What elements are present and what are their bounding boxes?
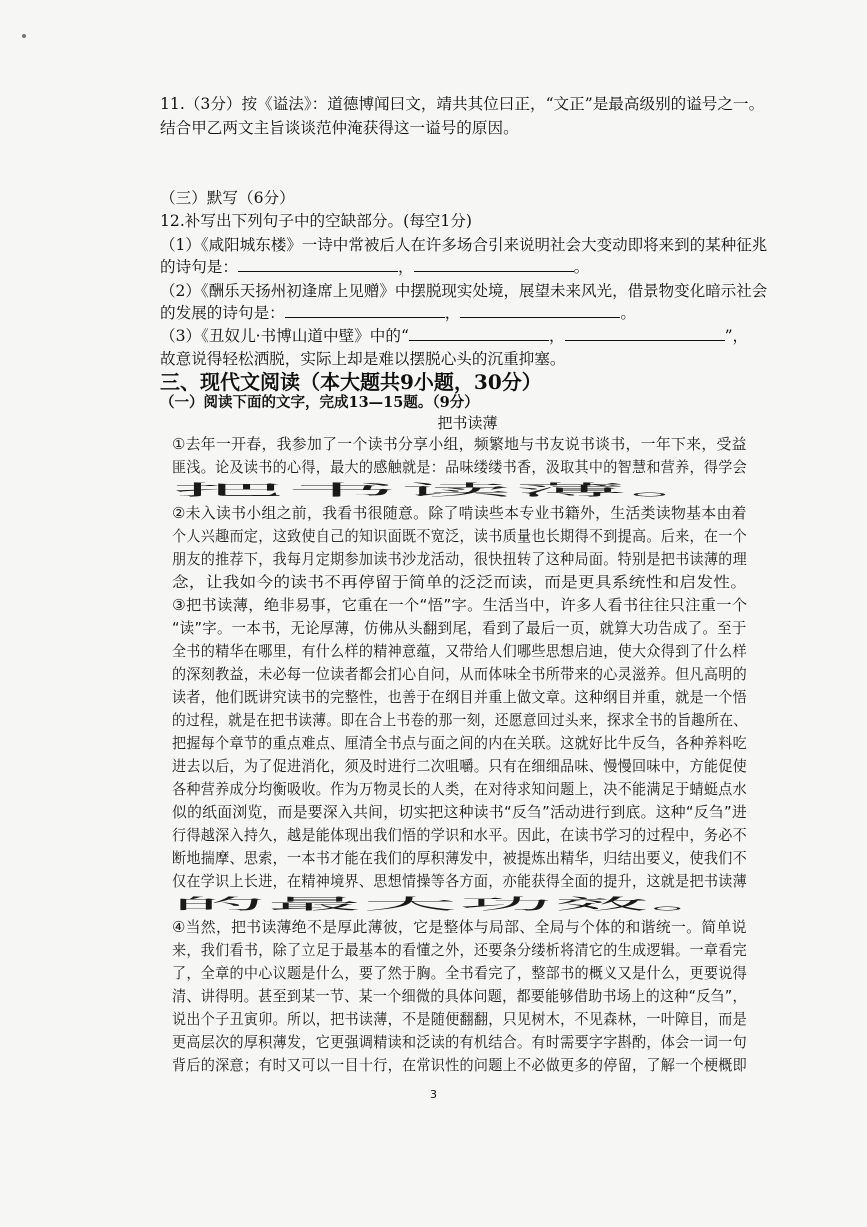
answer-blank-1a[interactable]: [238, 256, 398, 272]
item-3-comma: ，: [548, 327, 565, 345]
answer-blank-3a[interactable]: [409, 325, 549, 341]
article-line: 行得越深入持久，越是能体现出我们悟的学识和水平。因此，在读书学习的过程中，务必不: [172, 826, 748, 844]
article-line: ②未入读书小组之前，我看书很随意。除了啃读些本专业书籍外，生活类读物基本由着: [172, 504, 747, 522]
section-3-subheading: （一）阅读下面的文字，完成13—15题。（9分）: [160, 394, 479, 411]
article-line: 仅在学识上长进，在精神境界、思想情操等各方面，亦能获得全面的提升，这就是把书读薄: [172, 872, 748, 890]
article-line: 来，我们看书，除了立足于最基本的看懂之外，还要条分缕析将清它的生成逻辑。一章看完: [172, 941, 748, 959]
answer-blank-2b[interactable]: [460, 302, 620, 318]
answer-blank-1b[interactable]: [414, 256, 574, 272]
dictation-item-3-line-1: [160, 325, 748, 347]
article-line: “读”字。一本书，无论厚薄，仿佛从头翻到尾，看到了最后一页，就算大功告成了。至于: [172, 619, 747, 637]
article-line: 更高层次的厚积薄发，它更强调精读和泛读的有机结合。有时需要字字斟酌，体会一词一句: [172, 1033, 748, 1051]
article-line: ①去年一开春，我参加了一个读书分享小组，频繁地与书友说书谈书，一年下来，受益: [172, 435, 747, 453]
article-line: 背后的深意；有时又可以一目十行，在常识性的问题上不必做更多的停留，了解一个梗概即: [172, 1056, 748, 1074]
item-1-prefix: 的诗句是：: [160, 258, 238, 276]
item-2-end: 。: [620, 304, 636, 322]
question-11-line-2: 结合甲乙两文主旨谈谈范仲淹获得这一谥号的原因。: [160, 119, 519, 137]
page-number: 3: [430, 1088, 437, 1101]
article-line: 的过程，就是在把书读薄。即在合上书卷的那一刻，还愿意回过头来，探求全书的旨趣所在、: [172, 711, 748, 729]
scan-speck: [22, 34, 26, 38]
item-1-end: 。: [573, 258, 590, 276]
article-line: 把书读薄。: [172, 481, 744, 499]
article-line: 全书的精华在哪里，有什么样的精神意蕴，又带给人们哪些思想启迪，使大众得到了什么样: [172, 642, 748, 660]
dictation-item-1-line-1: （1）《咸阳城东楼》一诗中常被后人在许多场合引来说明社会大变动即将来到的某种征兆: [160, 236, 768, 254]
dictation-instruction: 12.补写出下列句子中的空缺部分。(每空1分): [160, 212, 472, 230]
article-line: 把握每个章节的重点难点、厘清全书点与面之间的内在关联。这就好比牛反刍，各种养料吃: [172, 734, 748, 752]
dictation-item-2-line-2: [160, 302, 636, 324]
article-line: 读者，他们既讲究读书的完整性，也善于在纲目并重上做文章。这种纲目并重，就是一个悟: [172, 688, 748, 706]
item-3-prefix: （3）《丑奴儿·书博山道中壁》中的“: [160, 327, 409, 345]
article-line: 匪浅。论及读书的心得，最大的感触就是：品味缕缕书香，汲取其中的智慧和营养，得学会: [172, 458, 748, 476]
article-title: 把书读薄: [437, 414, 498, 432]
item-1-comma: ，: [397, 258, 414, 276]
dictation-item-1-line-2: [160, 256, 589, 278]
article-line: ④当然，把书读薄绝不是厚此薄彼，它是整体与局部、全局与个体的和谐统一。简单说: [172, 918, 747, 936]
article-line: 个人兴趣而定，这致使自己的知识面既不宽泛，读书质量也长期得不到提高。后来，在一个: [172, 527, 748, 545]
dictation-item-3-line-2: 故意说得轻松洒脱，实际上却是难以摆脱心头的沉重抑塞。: [160, 350, 566, 368]
article-line: 念，让我如今的读书不再停留于简单的泛泛而读，而是更具系统性和启发性。: [172, 573, 748, 591]
item-2-prefix: 的发展的诗句是：: [160, 304, 285, 322]
article-line: 说出个子丑寅卯。所以，把书读薄，不是随便翻翻，只见树木，不见森林，一叶障目，而是: [172, 1010, 748, 1028]
article-line: 了，全章的中心议题是什么，要了然于胸。全书看完了，整部书的概义又是什么，更要说得: [172, 964, 748, 982]
article-line: ③把书读薄，绝非易事，它重在一个“悟”字。生活当中，许多人看书往往只注重一个: [172, 596, 748, 614]
answer-blank-3b[interactable]: [565, 325, 725, 341]
article-line: 似的纸面浏览，而是要深入共间，切实把这种读书“反刍”活动进行到底。这种“反刍”进: [172, 803, 748, 821]
article-line: 进去以后，为了促进消化，须及时进行二次咀嚼。只有在细细品味、慢慢回味中，方能促使: [172, 757, 748, 775]
section-3-title: 三、现代文阅读（本大题共9小题，30分）: [160, 370, 542, 394]
item-2-comma: ，: [444, 304, 461, 322]
article-line: 朋友的推荐下，我每月定期参加读书沙龙活动，很快扭转了这种局面。特别是把书读薄的理: [172, 550, 748, 568]
dictation-heading: （三）默写（6分）: [160, 189, 295, 207]
dictation-item-2-line-1: （2）《酬乐天扬州初逢席上见赠》中摆脱现实处境，展望未来风光，借景物变化暗示社会: [160, 282, 768, 300]
article-line: 的深刻教益，未必每一位读者都会扪心自问，从而体味全书所带来的心灵滋养。但凡高明的: [172, 665, 748, 683]
article-line: 清、讲得明。甚至到某一节、某一个细微的具体问题，都要能够借助书场上的这种“反刍”，: [172, 987, 747, 1005]
article-line: 各种营养成分均衡吸收。作为万物灵长的人类，在对待求知问题上，决不能满足于蜻蜓点水: [172, 780, 748, 798]
item-3-end: ”，: [724, 327, 749, 345]
question-11-line-1: 11.（3分）按《谥法》：道德博闻曰文，靖共其位曰正，“文正”是最高级别的谥号之一。: [160, 95, 765, 113]
article-line: 断地揣摩、思索，一本书才能在我们的厚积薄发中，被提炼出精华，归结出要义，使我们不: [172, 849, 748, 867]
answer-blank-2a[interactable]: [285, 302, 445, 318]
article-line: 的最大功效。: [172, 895, 746, 913]
